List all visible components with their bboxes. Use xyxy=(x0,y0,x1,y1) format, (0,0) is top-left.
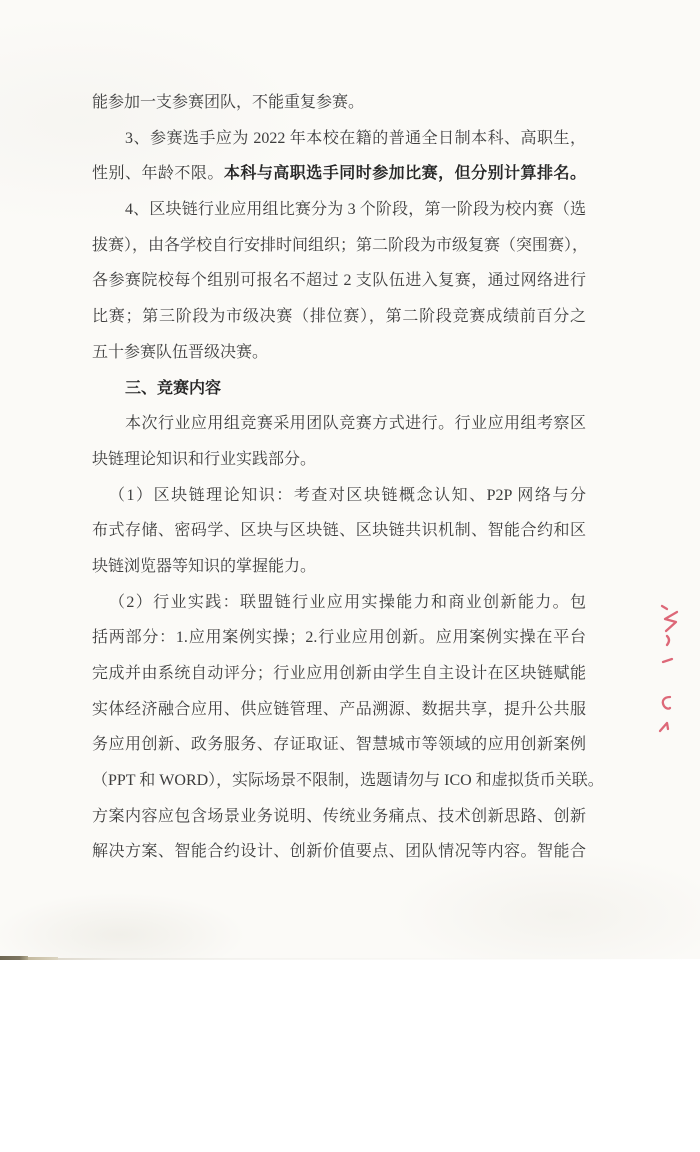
text-line xyxy=(92,799,586,835)
text-line xyxy=(92,121,586,157)
text-line xyxy=(92,585,586,621)
text-run: 性别、年龄不限。 xyxy=(92,165,224,183)
text-run: 五十参赛队伍晋级决赛。 xyxy=(92,343,269,361)
text-line xyxy=(92,192,586,228)
red-ink-marks xyxy=(653,585,698,750)
text-run: （PPT 和 WORD），实际场景不限制，选题请勿与 ICO 和虚拟货币关联。 xyxy=(92,772,604,790)
text-line xyxy=(92,478,586,514)
text-line xyxy=(92,406,586,442)
text-run: 4、区块链行业应用组比赛分为 3 个阶段，第一阶段为校内赛（选 xyxy=(125,201,586,219)
text-line xyxy=(92,763,604,799)
document-text-block xyxy=(92,85,604,870)
text-run-bold: 本科与高职选手同时参加比赛，但分别计算排名。 xyxy=(223,165,586,183)
text-run: （2）行业实践：联盟链行业应用实操能力和商业创新能力。包 xyxy=(109,593,586,611)
text-line xyxy=(92,371,586,407)
text-run: 完成并由系统自动评分；行业应用创新由学生自主设计在区块链赋能 xyxy=(92,665,586,682)
text-run: 本次行业应用组竞赛采用团队竞赛方式进行。行业应用组考察区 xyxy=(125,415,586,433)
text-line xyxy=(92,656,586,692)
text-line xyxy=(92,442,586,478)
red-mark-dash xyxy=(663,659,672,662)
text-run: 各参赛院校每个组别可报名不超过 2 支队伍进入复赛，通过网络进行 xyxy=(92,272,586,290)
page-bottom-edge-mid-segment xyxy=(28,957,58,960)
text-run: 方案内容应包含场景业务说明、传统业务痛点、技术创新思路、创新 xyxy=(92,807,586,825)
red-mark-tail xyxy=(667,636,669,645)
text-run: 实体经济融合应用、供应链管理、产品溯源、数据共享，提升公共服 xyxy=(92,700,586,718)
text-line xyxy=(92,513,586,549)
page-bottom-edge-dark-segment xyxy=(0,956,28,960)
text-line xyxy=(92,299,586,335)
red-mark-curl xyxy=(663,697,670,709)
page-bottom-edge xyxy=(0,958,700,960)
red-mark-zigzag xyxy=(665,612,677,631)
text-line xyxy=(92,335,586,371)
text-line xyxy=(92,692,586,728)
text-line xyxy=(92,228,589,264)
text-line xyxy=(92,727,586,763)
text-run: 比赛；第三阶段为市级决赛（排位赛），第二阶段竞赛成绩前百分之 xyxy=(92,308,586,326)
text-run: 能参加一支参赛团队，不能重复参赛。 xyxy=(92,94,365,111)
text-run: 块链理论知识和行业实践部分。 xyxy=(92,450,317,468)
text-line xyxy=(92,85,586,121)
text-line xyxy=(92,263,586,299)
text-run: 3、参赛选手应为 2022 年本校在籍的普通全日制本科、高职生， xyxy=(125,129,586,147)
red-mark-tick-top xyxy=(662,606,667,609)
text-run: 布式存储、密码学、区块与区块链、区块链共识机制、智能合约和区 xyxy=(92,522,586,540)
text-run: 拔赛），由各学校自行安排时间组织；第二阶段为市级复赛（突围赛）， xyxy=(92,236,589,254)
text-run: 务应用创新、政务服务、存证取证、智慧城市等领域的应用创新案例 xyxy=(92,736,586,754)
text-run: 块链浏览器等知识的掌握能力。 xyxy=(92,557,317,575)
text-line xyxy=(92,620,586,656)
text-line xyxy=(92,156,586,192)
red-mark-check xyxy=(660,723,668,731)
text-run: 解决方案、智能合约设计、创新价值要点、团队情况等内容。智能合 xyxy=(92,843,586,861)
text-run: （1）区块链理论知识：考查对区块链概念认知、P2P 网络与分 xyxy=(109,486,586,504)
text-run-bold: 三、竞赛内容 xyxy=(125,379,222,397)
text-line xyxy=(92,549,586,585)
text-run: 括两部分：1.应用案例实操；2.行业应用创新。应用案例实操在平台 xyxy=(92,629,586,647)
text-line xyxy=(92,834,586,870)
